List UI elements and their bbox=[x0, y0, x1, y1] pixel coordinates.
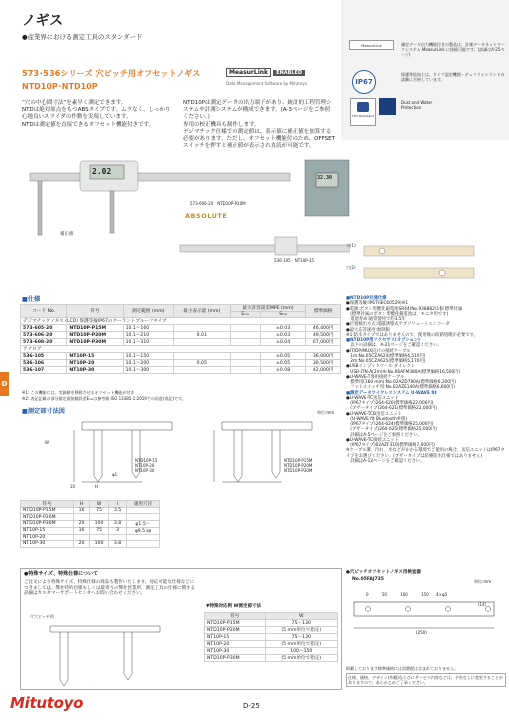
cell: φ1.5〜 bbox=[126, 520, 159, 527]
feature-item: NTDは絶対原点をもつABSタイプです。ムラなく、しっかり心地良いスライダの作動を実現しています。 bbox=[22, 107, 171, 121]
caliper-jaw-left bbox=[38, 181, 42, 235]
gauge-title: ●穴ピッチオフセットノギス用検査器 bbox=[346, 570, 421, 575]
spec-note: ※1: この機能には、実測値を移動させるオフセット機能が付き bbox=[22, 390, 135, 395]
gauge-unit: 単位:mm bbox=[474, 579, 492, 584]
callout-correction: 補正値 bbox=[60, 232, 74, 237]
option-item: (IP67タイプ)264-624(標準価格25,000円) bbox=[346, 422, 434, 427]
gauge-mark: 100 bbox=[400, 592, 408, 597]
table-row bbox=[21, 520, 160, 527]
hole-label-2: 穴(2) bbox=[346, 265, 356, 270]
table-row bbox=[21, 353, 341, 360]
common-title: ■NTD10P共通仕様 bbox=[346, 296, 387, 301]
cell: (5 mm単位で指定) bbox=[265, 641, 337, 648]
spec-header: コード No. bbox=[21, 305, 67, 318]
common-item: ●位置検出方式:電磁誘導式アブソリュートエンコーダ bbox=[346, 322, 450, 328]
option-item: (ブザータイプ)264-625(標準価格25,000円) bbox=[346, 427, 438, 433]
table-row bbox=[21, 339, 341, 346]
cell: 100〜150 bbox=[265, 648, 337, 655]
dust-water-icon bbox=[379, 98, 396, 115]
table-row bbox=[205, 620, 338, 627]
cell: 3.5 bbox=[109, 508, 126, 514]
gauge-mark: 50 bbox=[381, 592, 387, 597]
common-item: ※1:防水タイプではありませんので、使用後の防錆処理が必要です。 bbox=[346, 332, 478, 338]
table-row bbox=[205, 648, 338, 655]
option-item: (IP67タイプ)264-620(標準価格22,000円) bbox=[346, 401, 434, 406]
measurlink-logo-text: MeasurLink bbox=[226, 68, 271, 77]
cell: 573-608-20 bbox=[21, 339, 67, 346]
cell: NT10P-20 bbox=[67, 360, 123, 367]
cell: 39,500円 bbox=[306, 360, 341, 367]
inset-photo bbox=[305, 160, 349, 216]
option-item: USB-ITN-A(2m)※:No.06AFM380A(標準価格16,500円) bbox=[346, 369, 461, 375]
features-right bbox=[183, 100, 335, 150]
jaw-outline-b2 bbox=[272, 430, 280, 478]
spec-header: 測定範囲 (mm) bbox=[123, 305, 173, 318]
footer-note-2: 仕様、価格、デザイン(外観)ならびにサービス内容などは、予告なしに変更することがありますので、あらかじめご了承ください。 bbox=[346, 673, 506, 687]
cell: 10.1〜310 bbox=[123, 339, 173, 346]
cell: 536-106 bbox=[21, 360, 67, 367]
callout-ntd: 573-606-20 NTD10P-P20M bbox=[190, 201, 246, 206]
lcd-value: 2.02 bbox=[92, 167, 112, 176]
table-row bbox=[21, 541, 160, 547]
special-fig-label: 片穴ピッチ用 bbox=[30, 614, 54, 619]
special-title: ●特殊サイズ、特殊仕様について bbox=[24, 571, 99, 577]
cell: NT10P-20 bbox=[205, 641, 266, 648]
special-figure bbox=[40, 622, 170, 688]
cell: ±0.05 bbox=[260, 360, 306, 367]
hole-plate-2 bbox=[364, 268, 474, 278]
features-left bbox=[22, 100, 174, 129]
spec-title: ■仕様 bbox=[22, 296, 41, 303]
common-item: ●電源:ボタン形酸化銀電池SR44(No.938882)1個 標準付属 bbox=[346, 306, 463, 312]
table-row bbox=[21, 325, 341, 332]
cell: NT10P-15 bbox=[21, 527, 74, 534]
gauge-model: No.05FAJ735 bbox=[352, 577, 384, 582]
dim-header: H bbox=[74, 501, 89, 508]
spec-header: 最大許容誤差MPE (mm) bbox=[230, 305, 306, 312]
cell: ±0.03 bbox=[260, 332, 306, 339]
spec-subheader: Sₘₑ bbox=[260, 312, 306, 318]
cell: NT10P-15 bbox=[67, 353, 123, 360]
dim-unit: 単位:mm bbox=[317, 410, 335, 415]
table-row bbox=[21, 360, 341, 367]
cell: φ9.5 ㎜ bbox=[126, 527, 159, 534]
product-models: NTD10P･NTD10P bbox=[22, 82, 98, 91]
ip-text: 保護等級向上は、ドイツ認定機関・テュフラインランドの試験に合格しています。 bbox=[401, 72, 505, 83]
jaw-outline-b1 bbox=[234, 430, 242, 482]
cell: NTD10P-P30M bbox=[205, 655, 266, 662]
cell: 10.1〜160 bbox=[123, 325, 173, 332]
feature-item: デジマチック仕様での測定値は、表示値に補正値を加算する必要があります。ただし、オフセット機能付のため、OFFSETスイッチを押すと補正値が表示され直読が可能です。 bbox=[183, 128, 336, 150]
option-title: ■NTD10P用アクセサリ(オプション) bbox=[346, 338, 420, 343]
cell: NT10P-30 bbox=[67, 367, 123, 374]
cell: 75 bbox=[89, 508, 109, 514]
footer-note-1: 掲載しております標準価格には消費税は含まれておりません。 bbox=[346, 666, 459, 671]
model-label: NTD10P-P15M bbox=[284, 458, 313, 463]
feature-item: NTDは測定値を直接できるオフセット機能付きです。 bbox=[22, 121, 155, 128]
callout-analog: 536-105 NT10P-15 bbox=[274, 258, 315, 263]
absolute-logo: ABSOLUTE bbox=[185, 212, 228, 220]
tuv-label: TÜV Rheinland bbox=[351, 114, 375, 118]
dim-model-a bbox=[135, 458, 157, 474]
caliper-jaw-right bbox=[110, 191, 114, 233]
gauge-mark: 4×φ5 bbox=[436, 592, 448, 597]
spec-subheader: Eₘₑ bbox=[230, 312, 260, 318]
dim-header: 符号 bbox=[21, 501, 74, 508]
option-item: 以下の詳細は、A-21ページをご確認ください。 bbox=[346, 343, 442, 349]
cell: 3.8 bbox=[109, 520, 126, 527]
gauge-dim-14: (14) bbox=[478, 602, 487, 607]
model-label: NTD10P-P30M bbox=[284, 468, 313, 474]
option-item: ●U-WAVE-TCB送信ユニット bbox=[346, 411, 402, 417]
cell bbox=[174, 353, 231, 360]
caliper-beam bbox=[30, 173, 290, 181]
gauge-mark: 0 bbox=[366, 592, 369, 597]
spec-header: 標準価格 bbox=[306, 305, 341, 318]
feature-item: NTD10Pは測定データの出力端子があり、統計的工程管理システムや計測システムが構成できます。(A-3ページをご参照ください。) bbox=[183, 100, 332, 121]
cell: 67,000円 bbox=[306, 339, 341, 346]
cell: NTD10P-P20M bbox=[21, 514, 74, 520]
feature-item: 専用の校正機具も制作します。 bbox=[183, 121, 260, 128]
page-number: D-25 bbox=[243, 702, 260, 710]
option-item: (U-WAVE fit Bluetooth®版) bbox=[346, 416, 408, 422]
special-header: 符号 bbox=[205, 613, 266, 620]
hole-label-1: 穴(1) bbox=[346, 243, 356, 248]
cell: (5 mm単位で指定) bbox=[265, 655, 337, 662]
spec-table bbox=[20, 304, 341, 374]
option-item: (ブザータイプ)264-621(標準価格22,000円) bbox=[346, 406, 438, 412]
cell: NT10P-30 bbox=[21, 541, 74, 547]
hole-mark bbox=[439, 270, 445, 276]
dim-table bbox=[20, 500, 160, 548]
cell: 10.1〜210 bbox=[123, 332, 173, 339]
cell: 10.1〜200 bbox=[123, 360, 173, 367]
analog-beam bbox=[180, 245, 350, 252]
beam-outline-a bbox=[82, 422, 172, 430]
cell: 0.01 bbox=[174, 332, 231, 339]
dim-model-b bbox=[284, 458, 312, 474]
measurlink-logo bbox=[226, 68, 330, 78]
cell: 16 bbox=[74, 527, 89, 534]
cell: 3.8 bbox=[109, 541, 126, 547]
cell: 10.1〜300 bbox=[123, 367, 173, 374]
option-item: ●U-WAVE-T専用接続ケーブル bbox=[346, 374, 405, 380]
cell: NT10P-20 bbox=[21, 534, 74, 540]
special-table bbox=[204, 612, 338, 662]
cell: (5 mm単位で指定) bbox=[265, 627, 337, 634]
beam-outline-b bbox=[222, 422, 312, 430]
option-item: ●U-WAVE-TC接続ユニット bbox=[346, 437, 399, 443]
cell: NTD10P-P30M bbox=[21, 520, 74, 527]
dim-header: l bbox=[109, 501, 126, 508]
spec-group: デジマチックノギス (LCD) 保護等級IP67のクーラントプルーフタイプ bbox=[21, 318, 341, 325]
cell: ±0.08 bbox=[260, 367, 306, 374]
special-jaw-1 bbox=[60, 632, 68, 686]
table-row bbox=[205, 634, 338, 641]
dim-header: 適用穴径 bbox=[126, 501, 159, 508]
inset-lcd-value: 32.30 bbox=[317, 175, 333, 181]
option-item: ※ケーブル溝、汚れ、水などがかかる環境でご使用の場合、送信ユニットはIP67タイプをお選びください。(ブザータイプは防塵防水仕様ではありません) bbox=[346, 448, 505, 459]
cell: 573-606-20 bbox=[21, 332, 67, 339]
right-panel bbox=[341, 0, 509, 140]
common-item: 電池寿命:通常使用で約3.5年 bbox=[346, 317, 406, 322]
option-item: ●U-WAVE-TC送信ユニット bbox=[346, 395, 399, 401]
cell: NTD10P-P15M bbox=[205, 620, 266, 627]
cell: NTD10P-P30M bbox=[67, 339, 123, 346]
option-item: (IP67タイプ)02AZF310(標準価格7,000円) bbox=[346, 443, 435, 448]
cell: 46,400円 bbox=[306, 325, 341, 332]
cell: 75〜130 bbox=[265, 634, 337, 641]
cell: ±0.05 bbox=[260, 353, 306, 360]
common-item: (標準付属のボタン形酸化銀電池は、モニタ用です) bbox=[346, 311, 449, 317]
option-item: フットスイッチ用:No.02AZE140A(標準価格6,600円) bbox=[346, 385, 456, 391]
dim-label-h: H bbox=[95, 484, 99, 489]
spec-header: 最小表示量 (mm) bbox=[174, 305, 231, 318]
option-item: 詳細はA-5ページをご参照ください。 bbox=[346, 432, 422, 438]
measurlink-small-label: MeasurLink bbox=[361, 44, 382, 48]
special-table-title: ▼特殊対応例 W測定部寸法 bbox=[206, 604, 261, 609]
spec-header: 符号 bbox=[67, 305, 123, 318]
product-series: 573･536シリーズ 穴ピッチ用オフセットノギス bbox=[22, 68, 201, 78]
cell: 20 bbox=[74, 541, 89, 547]
hole-inset bbox=[342, 240, 506, 292]
ip67-badge bbox=[352, 70, 376, 94]
cell: 3 bbox=[109, 527, 126, 534]
cell bbox=[174, 325, 231, 332]
measurlink-badge-small bbox=[349, 40, 394, 50]
cell: NTD10P-P20M bbox=[67, 332, 123, 339]
cell: 10.1〜150 bbox=[123, 353, 173, 360]
special-beam bbox=[50, 626, 160, 632]
measurlink-sub: Data Management Software by Mitutoyo bbox=[226, 81, 308, 86]
dust-water-label: Dust and Water Protection bbox=[401, 100, 433, 111]
table-row bbox=[205, 627, 338, 634]
gauge-mark: 150 bbox=[421, 592, 429, 597]
cell: 536-107 bbox=[21, 367, 67, 374]
tuv-icon bbox=[350, 98, 376, 126]
gauge-bar bbox=[354, 602, 494, 616]
measurlink-enabled-badge: ENABLED bbox=[273, 70, 305, 76]
cell: 36,000円 bbox=[306, 353, 341, 360]
section-tab bbox=[0, 372, 9, 396]
option-item: ●USBインプットツール ダイレクト bbox=[346, 364, 416, 370]
spec-note: ※2: 表記記載の部分測定面接触誤差Eₘₑは参考値 ISO 13385-1:2019での再度(表記)です。 bbox=[22, 396, 186, 401]
dim-header: W bbox=[89, 501, 109, 508]
option-item: ●IT/DP/MUX向けの接続ケーブル bbox=[346, 348, 411, 354]
cell: 42,000円 bbox=[306, 367, 341, 374]
cell: 0.05 bbox=[174, 360, 231, 367]
special-text: ご注文により特殊サイズ、特殊仕様の商品も製作いたします。対応可能な仕様などにつきましては、弊社特約店様もしくは最寄りの弊社営業所、測定工具の仕様に関する詳細はカスタマーサポートセンタへお問い合わせください。 bbox=[24, 580, 195, 597]
option-item: 2m:No.05CZA625(標準価格5,170円) bbox=[346, 359, 426, 364]
dim-label-phi1: φ1 bbox=[112, 472, 118, 477]
model-label: NT10P-20 bbox=[135, 463, 155, 469]
dim-title: ■測定部寸法図 bbox=[22, 408, 65, 415]
model-label: NT10P-30 bbox=[135, 468, 155, 474]
common-item: ●最大応答速度:無制限 bbox=[346, 327, 390, 333]
table-row bbox=[205, 655, 338, 662]
cell: 100 bbox=[89, 520, 109, 527]
page-subtitle: ●産業界における測定工具のスタンダード bbox=[22, 33, 143, 41]
cell: 75 bbox=[89, 527, 109, 534]
cell: 536-105 bbox=[21, 353, 67, 360]
option-item: ■測定データワイヤレスシステム U-WAVE fit bbox=[346, 390, 437, 396]
cell: 49,500円 bbox=[306, 332, 341, 339]
cell: ±0.04 bbox=[260, 339, 306, 346]
option-item: 標準用(160 mm):No.02AZD790A(標準価格6,200円) bbox=[346, 380, 456, 385]
cell: NT10P-15 bbox=[205, 634, 266, 641]
section-tab-label: D bbox=[1, 380, 8, 388]
option-item: 詳細はA-12ページをご確認ください。 bbox=[346, 458, 425, 464]
analog-slider bbox=[275, 237, 297, 255]
option-item: 1m:No.05CZA624(標準価格4,510円) bbox=[346, 353, 426, 359]
cell: 573-605-20 bbox=[21, 325, 67, 332]
jaw-outline-a1 bbox=[94, 430, 102, 482]
cell: NT10P-30 bbox=[205, 648, 266, 655]
page-title: ノギス bbox=[22, 13, 64, 29]
table-row bbox=[21, 332, 341, 339]
dim-label-w: W bbox=[45, 440, 49, 445]
cell bbox=[174, 339, 231, 346]
cell: NTD10P-P20M bbox=[205, 627, 266, 634]
ip67-label: IP67 bbox=[355, 78, 373, 86]
cell bbox=[174, 367, 231, 374]
measurlink-text: 測定データ出力機能付きの製品は、計測データネットワークシステム MeasurLink に接続可能です。(詳細はA-25ページ) bbox=[401, 42, 505, 58]
cell: 100 bbox=[89, 541, 109, 547]
special-header: W bbox=[265, 613, 337, 620]
cell: NTD10P-P15M bbox=[67, 325, 123, 332]
feature-item: “穴の中心間寸法”を素早く測定できます。 bbox=[22, 100, 127, 106]
common-item: ●保護等級:IP67(IEC60529)※1 bbox=[346, 301, 409, 307]
table-row bbox=[205, 641, 338, 648]
hole-mark bbox=[379, 248, 385, 254]
special-jaw-2 bbox=[124, 632, 132, 680]
gauge-marks bbox=[366, 592, 506, 597]
model-label: NTD10P-15 bbox=[135, 458, 158, 463]
dim-label-10: 10 bbox=[70, 484, 76, 489]
cell: 16 bbox=[74, 508, 89, 514]
cell: 20 bbox=[74, 520, 89, 527]
cell: NTD10P-P15M bbox=[21, 508, 74, 514]
spec-group: アナログ bbox=[21, 346, 341, 353]
gauge-dim-250: (250) bbox=[416, 630, 427, 635]
table-row bbox=[21, 527, 160, 534]
model-label: NTD10P-P20M bbox=[284, 463, 313, 469]
cell: ±0.03 bbox=[260, 325, 306, 332]
table-row bbox=[21, 367, 341, 374]
mitutoyo-logo: Mitutoyo bbox=[10, 694, 84, 712]
common-specs bbox=[346, 296, 506, 464]
cell: 75〜130 bbox=[265, 620, 337, 627]
